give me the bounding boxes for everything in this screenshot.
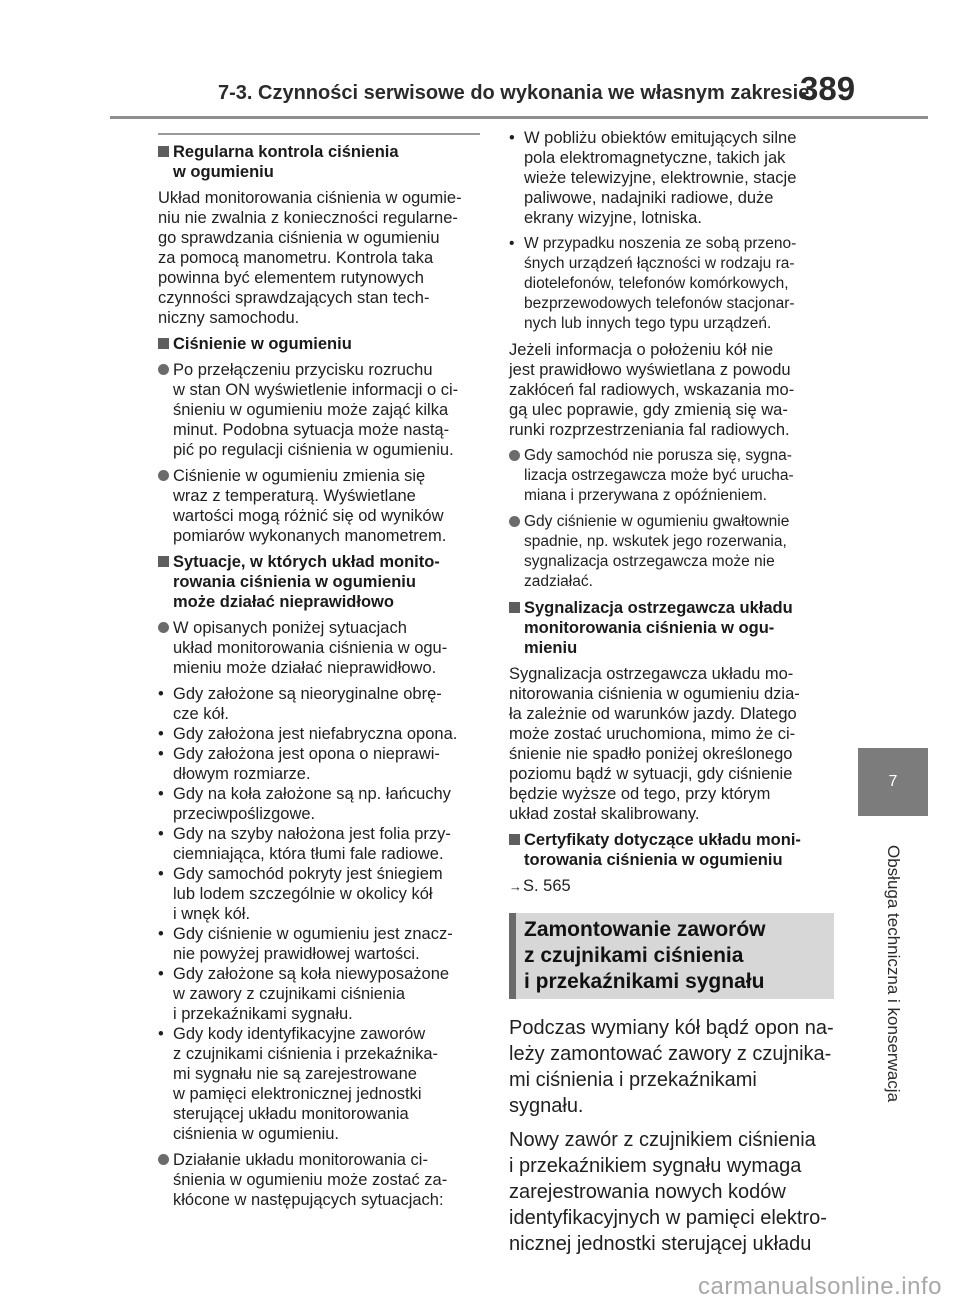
list-item: • Gdy na szyby nałożona jest folia przy- ciemniająca, która tłumi fale radiowe. <box>158 824 480 864</box>
chapter-header-title: 7-3. Czynności serwisowe do wykonania we własnym zakresie <box>218 82 810 104</box>
note-vehicle-stationary: Gdy samochód nie porusza się, sygna- lizacja ostrzegawcza może być urucha- miana i przerywana z opóźnieniem. <box>509 446 834 506</box>
list-item: • Gdy ciśnienie w ogumieniu jest znacz- nie powyżej prawidłowej wartości. <box>158 924 480 964</box>
page-reference[interactable] <box>509 876 834 897</box>
section-top-rule <box>158 133 480 135</box>
paragraph-warning-signal: Sygnalizacja ostrzegawcza układu mo- nitorowania ciśnienia w ogumieniu dzia- ła zależnie od warunków jazdy. Dlatego może zostać uruchomiona, mimo że ci- śnienie nie spadło poniżej określonego poziomu bądź w sytuacji, gdy ciśnienie będzie wyższe od tego, przy którym układ został skalibrowany. <box>509 665 800 823</box>
note-pressure-temperature: Ciśnienie w ogumieniu zmienia się wraz z temperaturą. Wyświetlane wartości mogą różnić się od wyników pomiarów wykonanych manometrem. <box>158 466 480 546</box>
list-item: • Gdy założone są koła niewyposażone w zawory z czujnikami ciśnienia i przekaźnikami sygnału. <box>158 964 480 1024</box>
footer-watermark: carmanualsonline.info <box>698 1273 942 1300</box>
list-item: • Gdy założona jest niefabryczna opona. <box>158 724 480 744</box>
heading-malfunction-situations: Sytuacje, w których układ monito- rowania ciśnienia w ogumieniu może działać nieprawidłowo <box>158 552 480 612</box>
list-item: • Gdy samochód pokryty jest śniegiem lub lodem szczególnie w okolicy kół i wnęk kół. <box>158 864 480 924</box>
interference-list-b <box>509 234 834 334</box>
section-title-box: Zamontowanie zaworów z czujnikami ciśnienia i przekaźnikami sygnału <box>509 913 834 999</box>
heading-certificates: Certyfikaty dotyczące układu moni- torowania ciśnienia w ogumieniu <box>509 830 834 870</box>
header-divider <box>110 116 928 119</box>
heading-warning-signal: Sygnalizacja ostrzegawcza układu monitorowania ciśnienia w ogu- mieniu <box>509 598 834 658</box>
arrow-right-icon: → <box>509 879 522 894</box>
left-column <box>158 128 480 1216</box>
heading-regular-pressure-check: Regularna kontrola ciśnienia w ogumieniu <box>158 142 480 182</box>
list-item: • Gdy założone są nieoryginalne obrę- cze kół. <box>158 684 480 724</box>
note-after-start-switch: Po przełączeniu przycisku rozruchu w stan ON wyświetlenie informacji o ci- śnieniu w ogumieniu może zająć kilka minut. Podobna sytuacja może nastą- pić po regulacji ciśnienia w ogumieniu. <box>158 360 480 460</box>
right-column <box>509 128 834 1265</box>
note-described-situations: W opisanych poniżej sytuacjach układ monitorowania ciśnienia w ogu- mieniu może działać nieprawidłowo. <box>158 618 480 678</box>
note-interference: Działanie układu monitorowania ci- śnienia w ogumieniu może zostać za- kłócone w następujących sytuacjach: <box>158 1150 480 1210</box>
paragraph-install-valves: Podczas wymiany kół bądź opon na- leży zamontować zawory z czujnika- mi ciśnienia i przekaźnikami sygnału. <box>509 1017 834 1117</box>
malfunction-list <box>158 684 480 1144</box>
chapter-side-label: Obsługa techniczna i konserwacja <box>884 845 903 1103</box>
list-item: • W pobliżu obiektów emitujących silne pola elektromagnetyczne, takich jak wieże telewizyjne, elektrownie, stacje paliwowe, nadajniki radiowe, duże ekrany wizyjne, lotniska. <box>509 128 834 228</box>
paragraph-wheel-position-info: Jeżeli informacja o położeniu kół nie jest prawidłowo wyświetlana z powodu zakłóceń fal radiowych, wskazania mo- gą ulec poprawie, gdy zmienią się wa- runki rozprzestrzeniania fal radiowych. <box>509 341 795 439</box>
list-item: • W przypadku noszenia ze sobą przeno- śnych urządzeń łączności w rodzaju ra- diotelefonów, telefonów komórkowych, bezprzewodowych telefonów stacjonar- nych lub innych tego typu urządzeń. <box>509 234 834 334</box>
chapter-tab[interactable]: 7 <box>858 748 928 816</box>
page-reference-label: S. 565 <box>523 877 571 895</box>
paragraph-system-does-not-replace: Układ monitorowania ciśnienia w ogumie- niu nie zwalnia z konieczności regularne- go sprawdzania ciśnienia w ogumieniu za pomocą manometru. Kontrola taka powinna być elementem rutynowych czynności sprawdzających stan tech- niczny samochodu. <box>158 189 462 327</box>
interference-list-a <box>509 128 834 228</box>
page-number: 389 <box>800 70 856 107</box>
list-item: • Gdy na koła założone są np. łańcuchy przeciwpoślizgowe. <box>158 784 480 824</box>
list-item: • Gdy kody identyfikacyjne zaworów z czujnikami ciśnienia i przekaźnika- mi sygnału nie są zarejestrowane w pamięci elektronicznej jednostki sterującej układu monitorowania ciśnienia w ogumieniu. <box>158 1024 480 1144</box>
note-rapid-pressure-drop: Gdy ciśnienie w ogumieniu gwałtownie spadnie, np. wskutek jego rozerwania, sygnalizacja ostrzegawcza może nie zadziałać. <box>509 512 834 592</box>
paragraph-register-codes: Nowy zawór z czujnikiem ciśnienia i przekaźnikiem sygnału wymaga zarejestrowania nowych kodów identyfikacyjnych w pamięci elektro- nicznej jednostki sterującej układu <box>509 1129 827 1255</box>
list-item: • Gdy założona jest opona o nieprawi- dłowym rozmiarze. <box>158 744 480 784</box>
heading-tire-pressure: Ciśnienie w ogumieniu <box>158 334 480 354</box>
